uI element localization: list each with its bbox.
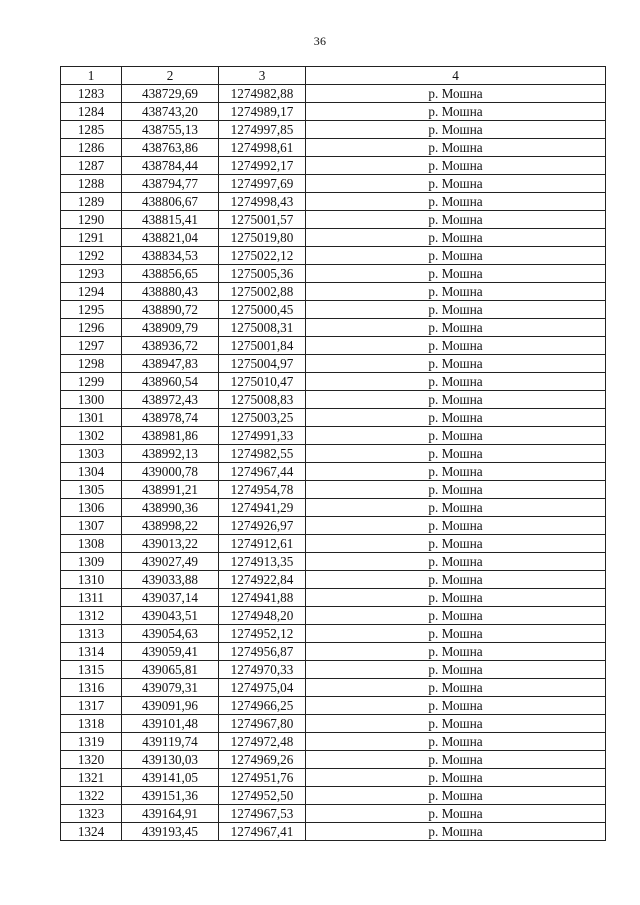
- object-name-cell: р. Мошна: [306, 391, 606, 409]
- object-name-cell: р. Мошна: [306, 283, 606, 301]
- point-number-cell: 1297: [61, 337, 122, 355]
- point-number-cell: 1310: [61, 571, 122, 589]
- point-number-cell: 1311: [61, 589, 122, 607]
- point-number-cell: 1320: [61, 751, 122, 769]
- table-row: [61, 697, 606, 715]
- point-number-cell: 1321: [61, 769, 122, 787]
- y-coordinate-cell: 1274952,50: [219, 787, 306, 805]
- table-row: [61, 139, 606, 157]
- x-coordinate-cell: 439043,51: [122, 607, 219, 625]
- x-coordinate-cell: 438990,36: [122, 499, 219, 517]
- table-row: [61, 265, 606, 283]
- object-name-cell: р. Мошна: [306, 733, 606, 751]
- table-row: [61, 391, 606, 409]
- table-row: [61, 283, 606, 301]
- x-coordinate-cell: 438890,72: [122, 301, 219, 319]
- x-coordinate-cell: 439033,88: [122, 571, 219, 589]
- point-number-cell: 1323: [61, 805, 122, 823]
- x-coordinate-cell: 439101,48: [122, 715, 219, 733]
- table-row: [61, 301, 606, 319]
- y-coordinate-cell: 1274970,33: [219, 661, 306, 679]
- x-coordinate-cell: 438998,22: [122, 517, 219, 535]
- table-row: [61, 643, 606, 661]
- column-header-2: 2: [122, 67, 219, 85]
- y-coordinate-cell: 1275001,84: [219, 337, 306, 355]
- object-name-cell: р. Мошна: [306, 85, 606, 103]
- object-name-cell: р. Мошна: [306, 571, 606, 589]
- point-number-cell: 1299: [61, 373, 122, 391]
- object-name-cell: р. Мошна: [306, 679, 606, 697]
- y-coordinate-cell: 1274941,29: [219, 499, 306, 517]
- table-row: [61, 625, 606, 643]
- point-number-cell: 1292: [61, 247, 122, 265]
- table-row: [61, 481, 606, 499]
- object-name-cell: р. Мошна: [306, 805, 606, 823]
- object-name-cell: р. Мошна: [306, 247, 606, 265]
- x-coordinate-cell: 438784,44: [122, 157, 219, 175]
- table-row: [61, 319, 606, 337]
- point-number-cell: 1315: [61, 661, 122, 679]
- object-name-cell: р. Мошна: [306, 715, 606, 733]
- table-row: [61, 103, 606, 121]
- table-row: [61, 769, 606, 787]
- column-header-3: 3: [219, 67, 306, 85]
- x-coordinate-cell: 439000,78: [122, 463, 219, 481]
- object-name-cell: р. Мошна: [306, 157, 606, 175]
- y-coordinate-cell: 1274926,97: [219, 517, 306, 535]
- y-coordinate-cell: 1274952,12: [219, 625, 306, 643]
- point-number-cell: 1290: [61, 211, 122, 229]
- point-number-cell: 1302: [61, 427, 122, 445]
- table-row: [61, 589, 606, 607]
- table-row: [61, 373, 606, 391]
- x-coordinate-cell: 438960,54: [122, 373, 219, 391]
- table-row: [61, 463, 606, 481]
- point-number-cell: 1305: [61, 481, 122, 499]
- point-number-cell: 1298: [61, 355, 122, 373]
- y-coordinate-cell: 1274998,61: [219, 139, 306, 157]
- x-coordinate-cell: 438821,04: [122, 229, 219, 247]
- x-coordinate-cell: 438755,13: [122, 121, 219, 139]
- object-name-cell: р. Мошна: [306, 409, 606, 427]
- table-row: [61, 715, 606, 733]
- point-number-cell: 1308: [61, 535, 122, 553]
- table-body: [61, 85, 606, 841]
- y-coordinate-cell: 1275022,12: [219, 247, 306, 265]
- point-number-cell: 1293: [61, 265, 122, 283]
- y-coordinate-cell: 1275002,88: [219, 283, 306, 301]
- table-row: [61, 427, 606, 445]
- x-coordinate-cell: 438981,86: [122, 427, 219, 445]
- y-coordinate-cell: 1275001,57: [219, 211, 306, 229]
- point-number-cell: 1289: [61, 193, 122, 211]
- x-coordinate-cell: 438909,79: [122, 319, 219, 337]
- object-name-cell: р. Мошна: [306, 751, 606, 769]
- table-row: [61, 661, 606, 679]
- object-name-cell: р. Мошна: [306, 787, 606, 805]
- object-name-cell: р. Мошна: [306, 535, 606, 553]
- point-number-cell: 1300: [61, 391, 122, 409]
- point-number-cell: 1304: [61, 463, 122, 481]
- point-number-cell: 1294: [61, 283, 122, 301]
- object-name-cell: р. Мошна: [306, 427, 606, 445]
- point-number-cell: 1317: [61, 697, 122, 715]
- x-coordinate-cell: 439164,91: [122, 805, 219, 823]
- point-number-cell: 1288: [61, 175, 122, 193]
- x-coordinate-cell: 438880,43: [122, 283, 219, 301]
- point-number-cell: 1291: [61, 229, 122, 247]
- y-coordinate-cell: 1275005,36: [219, 265, 306, 283]
- x-coordinate-cell: 439027,49: [122, 553, 219, 571]
- table-row: [61, 751, 606, 769]
- y-coordinate-cell: 1275010,47: [219, 373, 306, 391]
- table-row: [61, 535, 606, 553]
- y-coordinate-cell: 1275008,83: [219, 391, 306, 409]
- object-name-cell: р. Мошна: [306, 265, 606, 283]
- point-number-cell: 1284: [61, 103, 122, 121]
- y-coordinate-cell: 1275003,25: [219, 409, 306, 427]
- object-name-cell: р. Мошна: [306, 481, 606, 499]
- table-row: [61, 211, 606, 229]
- point-number-cell: 1307: [61, 517, 122, 535]
- point-number-cell: 1322: [61, 787, 122, 805]
- y-coordinate-cell: 1274941,88: [219, 589, 306, 607]
- object-name-cell: р. Мошна: [306, 769, 606, 787]
- object-name-cell: р. Мошна: [306, 103, 606, 121]
- object-name-cell: р. Мошна: [306, 355, 606, 373]
- object-name-cell: р. Мошна: [306, 589, 606, 607]
- y-coordinate-cell: 1274954,78: [219, 481, 306, 499]
- object-name-cell: р. Мошна: [306, 553, 606, 571]
- table-row: [61, 193, 606, 211]
- object-name-cell: р. Мошна: [306, 445, 606, 463]
- object-name-cell: р. Мошна: [306, 319, 606, 337]
- table-row: [61, 409, 606, 427]
- x-coordinate-cell: 439141,05: [122, 769, 219, 787]
- point-number-cell: 1319: [61, 733, 122, 751]
- y-coordinate-cell: 1274967,41: [219, 823, 306, 841]
- point-number-cell: 1283: [61, 85, 122, 103]
- y-coordinate-cell: 1274982,55: [219, 445, 306, 463]
- table-row: [61, 553, 606, 571]
- object-name-cell: р. Мошна: [306, 175, 606, 193]
- object-name-cell: р. Мошна: [306, 643, 606, 661]
- object-name-cell: р. Мошна: [306, 463, 606, 481]
- point-number-cell: 1318: [61, 715, 122, 733]
- point-number-cell: 1306: [61, 499, 122, 517]
- x-coordinate-cell: 439091,96: [122, 697, 219, 715]
- point-number-cell: 1303: [61, 445, 122, 463]
- x-coordinate-cell: 438763,86: [122, 139, 219, 157]
- y-coordinate-cell: 1274967,53: [219, 805, 306, 823]
- y-coordinate-cell: 1274982,88: [219, 85, 306, 103]
- y-coordinate-cell: 1275004,97: [219, 355, 306, 373]
- y-coordinate-cell: 1275008,31: [219, 319, 306, 337]
- y-coordinate-cell: 1274956,87: [219, 643, 306, 661]
- object-name-cell: р. Мошна: [306, 661, 606, 679]
- table-row: [61, 607, 606, 625]
- x-coordinate-cell: 438991,21: [122, 481, 219, 499]
- x-coordinate-cell: 438806,67: [122, 193, 219, 211]
- object-name-cell: р. Мошна: [306, 517, 606, 535]
- point-number-cell: 1286: [61, 139, 122, 157]
- object-name-cell: р. Мошна: [306, 211, 606, 229]
- x-coordinate-cell: 439059,41: [122, 643, 219, 661]
- y-coordinate-cell: 1274913,35: [219, 553, 306, 571]
- object-name-cell: р. Мошна: [306, 823, 606, 841]
- y-coordinate-cell: 1274969,26: [219, 751, 306, 769]
- x-coordinate-cell: 438815,41: [122, 211, 219, 229]
- object-name-cell: р. Мошна: [306, 337, 606, 355]
- y-coordinate-cell: 1274967,80: [219, 715, 306, 733]
- point-number-cell: 1324: [61, 823, 122, 841]
- column-header-4: 4: [306, 67, 606, 85]
- table-row: [61, 517, 606, 535]
- y-coordinate-cell: 1274972,48: [219, 733, 306, 751]
- y-coordinate-cell: 1274998,43: [219, 193, 306, 211]
- object-name-cell: р. Мошна: [306, 697, 606, 715]
- point-number-cell: 1314: [61, 643, 122, 661]
- x-coordinate-cell: 438992,13: [122, 445, 219, 463]
- point-number-cell: 1309: [61, 553, 122, 571]
- x-coordinate-cell: 438947,83: [122, 355, 219, 373]
- point-number-cell: 1313: [61, 625, 122, 643]
- table-row: [61, 733, 606, 751]
- table-row: [61, 823, 606, 841]
- x-coordinate-cell: 439079,31: [122, 679, 219, 697]
- table-row: [61, 571, 606, 589]
- table-row: [61, 121, 606, 139]
- table-row: [61, 337, 606, 355]
- point-number-cell: 1301: [61, 409, 122, 427]
- y-coordinate-cell: 1274912,61: [219, 535, 306, 553]
- x-coordinate-cell: 438834,53: [122, 247, 219, 265]
- x-coordinate-cell: 438978,74: [122, 409, 219, 427]
- table-row: [61, 355, 606, 373]
- x-coordinate-cell: 439037,14: [122, 589, 219, 607]
- table-row: [61, 805, 606, 823]
- x-coordinate-cell: 439151,36: [122, 787, 219, 805]
- x-coordinate-cell: 439193,45: [122, 823, 219, 841]
- y-coordinate-cell: 1275000,45: [219, 301, 306, 319]
- y-coordinate-cell: 1274922,84: [219, 571, 306, 589]
- table-row: [61, 445, 606, 463]
- point-number-cell: 1316: [61, 679, 122, 697]
- object-name-cell: р. Мошна: [306, 607, 606, 625]
- x-coordinate-cell: 438972,43: [122, 391, 219, 409]
- point-number-cell: 1312: [61, 607, 122, 625]
- x-coordinate-cell: 439130,03: [122, 751, 219, 769]
- point-number-cell: 1295: [61, 301, 122, 319]
- y-coordinate-cell: 1274989,17: [219, 103, 306, 121]
- x-coordinate-cell: 439013,22: [122, 535, 219, 553]
- x-coordinate-cell: 438936,72: [122, 337, 219, 355]
- table-row: [61, 229, 606, 247]
- x-coordinate-cell: 438856,65: [122, 265, 219, 283]
- object-name-cell: р. Мошна: [306, 625, 606, 643]
- point-number-cell: 1296: [61, 319, 122, 337]
- coordinates-table: [60, 66, 606, 841]
- y-coordinate-cell: 1274948,20: [219, 607, 306, 625]
- table-row: [61, 85, 606, 103]
- object-name-cell: р. Мошна: [306, 499, 606, 517]
- y-coordinate-cell: 1274966,25: [219, 697, 306, 715]
- table-row: [61, 499, 606, 517]
- y-coordinate-cell: 1274951,76: [219, 769, 306, 787]
- y-coordinate-cell: 1274967,44: [219, 463, 306, 481]
- y-coordinate-cell: 1275019,80: [219, 229, 306, 247]
- column-header-1: 1: [61, 67, 122, 85]
- x-coordinate-cell: 439054,63: [122, 625, 219, 643]
- object-name-cell: р. Мошна: [306, 193, 606, 211]
- table-row: [61, 679, 606, 697]
- table-row: [61, 247, 606, 265]
- table-row: [61, 157, 606, 175]
- page-number: 36: [313, 34, 327, 48]
- x-coordinate-cell: 438743,20: [122, 103, 219, 121]
- table-header-row: [61, 67, 606, 85]
- y-coordinate-cell: 1274991,33: [219, 427, 306, 445]
- x-coordinate-cell: 439119,74: [122, 733, 219, 751]
- point-number-cell: 1287: [61, 157, 122, 175]
- table-row: [61, 787, 606, 805]
- point-number-cell: 1285: [61, 121, 122, 139]
- object-name-cell: р. Мошна: [306, 139, 606, 157]
- x-coordinate-cell: 438729,69: [122, 85, 219, 103]
- x-coordinate-cell: 438794,77: [122, 175, 219, 193]
- object-name-cell: р. Мошна: [306, 373, 606, 391]
- object-name-cell: р. Мошна: [306, 229, 606, 247]
- y-coordinate-cell: 1274997,85: [219, 121, 306, 139]
- object-name-cell: р. Мошна: [306, 121, 606, 139]
- y-coordinate-cell: 1274975,04: [219, 679, 306, 697]
- object-name-cell: р. Мошна: [306, 301, 606, 319]
- y-coordinate-cell: 1274992,17: [219, 157, 306, 175]
- table-row: [61, 175, 606, 193]
- x-coordinate-cell: 439065,81: [122, 661, 219, 679]
- y-coordinate-cell: 1274997,69: [219, 175, 306, 193]
